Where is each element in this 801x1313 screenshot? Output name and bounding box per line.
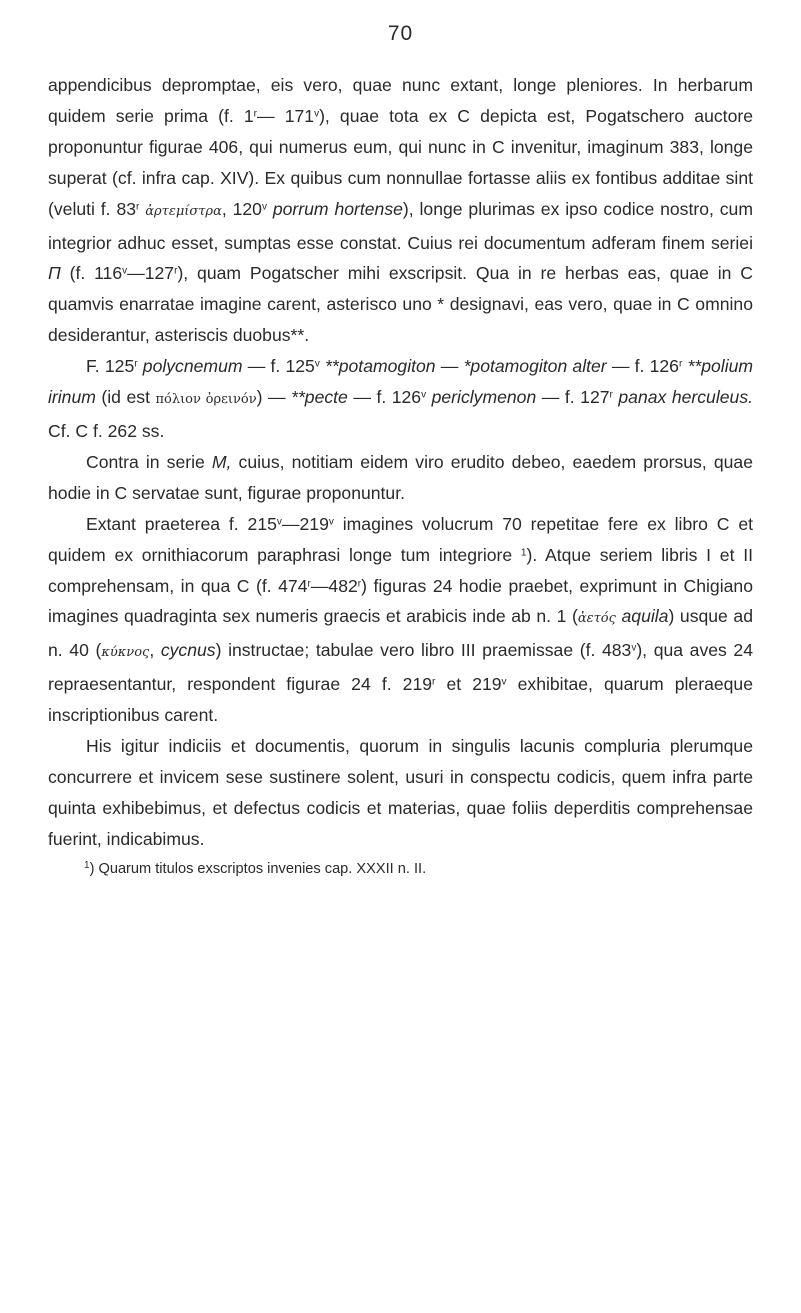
book-page <box>48 0 753 879</box>
paragraph-1: appendicibus depromptae, eis vero, quae nunc extant, longe pleniores. In herbarum quidem serie prima (f. 1$^r$— 171$^v$), quae tota ex C depicta est, Pogatschero auctore proponuntur figurae 406, qui numerus eum, qui nunc in C invenitur, imaginum 383, longe superat (cf. infra cap. XIV). Ex quibus cum nonnullae fortasse aliis ex fontibus additae sint (veluti f. 83$^r$ ἀρτεμίστρα, 120$^v$ porrum hortense), longe plurimas ex ipso codice nostro, cum integrior adhuc esset, sumptas esse constat. Cuius rei documentum adferam finem seriei Π (f. 116$^v$—127$^r$), quam Pogatscher mihi exscripsit. Qua in re herbas eas, quae in C quamvis enarratae imagine carent, asterisco uno * designavi, eas vero, quae in C omnino desiderantur, asteriscis duobus**. <box>48 75 754 346</box>
plant-name: porrum hortense <box>272 198 403 219</box>
series-symbol: M, <box>211 451 232 472</box>
paragraph-4: Extant praeterea f. 215$^v$—219$^v$ imagines volucrum 70 repetitae fere ex libro C et quidem ex ornithiacorum paraphrasi longe tum integriore $^1$). Atque seriem libris I et II comprehensam, in qua C (f. 474$^r$—482$^r$) figuras 24 hodie praebet, exprimunt in Chigiano imagines quadraginta sex numeris graecis et arabicis inde ab n. 1 (ἀετός aquila) usque ad n. 40 (κύκνος, cycnus) instructae; tabulae vero libro III praemissae (f. 483$^v$), qua aves 24 repraesentantur, respondent figurae 24 f. 219$^r$ et 219$^v$ exhibitae, quarum pleraeque inscriptionibus carent. <box>48 513 754 726</box>
plant-name: polycnemum <box>142 356 243 377</box>
footnote-text: ) Quarum titulos exscriptos invenies cap. XXXII n. II. <box>89 860 427 877</box>
main-text <box>48 70 753 855</box>
footnote-reference[interactable]: 1 <box>520 547 527 559</box>
plant-name: **polium irinum <box>48 356 754 408</box>
plant-name: periclymenon <box>431 387 537 408</box>
greek-term: κύκνος <box>101 645 150 661</box>
greek-term: ἀετός <box>577 611 616 627</box>
latin-term: cycnus <box>160 640 216 661</box>
greek-term: ἀρτεμίστρα <box>145 203 222 219</box>
greek-term: πόλιον ὀρεινόν <box>155 392 257 408</box>
plant-name: **potamogiton <box>325 356 436 377</box>
paragraph-3: Contra in serie M, cuius, notitiam eidem viro erudito debeo, eaedem prorsus, quae hodie in C servatae sunt, figurae proponuntur. <box>48 451 753 503</box>
plant-name: *potamogiton alter <box>463 356 607 377</box>
latin-term: aquila <box>621 606 669 627</box>
footnote-mark: 1 <box>84 859 90 871</box>
footnote <box>48 859 753 879</box>
paragraph-2: F. 125$^r$ polycnemum — f. 125$^v$ **potamogiton — *potamogiton alter — f. 126$^r$ **polium irinum (id est πόλιον ὀρεινόν) — **pecte — f. 126$^v$ periclymenon — f. 127$^r$ panax herculeus. Cf. C f. 262 ss. <box>48 356 754 441</box>
page-number: 70 <box>387 22 414 45</box>
paragraph-5: His igitur indiciis et documentis, quorum in singulis lacunis compluria plerumque concurrere et invicem sese sustinere solent, usuri in conspectu codicis, quem infra parte quinta exhibebimus, et defectus codicis et materias, quae foliis deperditis comprehensae fuerint, indicabimus. <box>48 736 753 849</box>
plant-name: **pecte <box>291 387 348 408</box>
series-symbol: Π <box>48 263 61 284</box>
plant-name: panax herculeus. <box>618 387 753 408</box>
